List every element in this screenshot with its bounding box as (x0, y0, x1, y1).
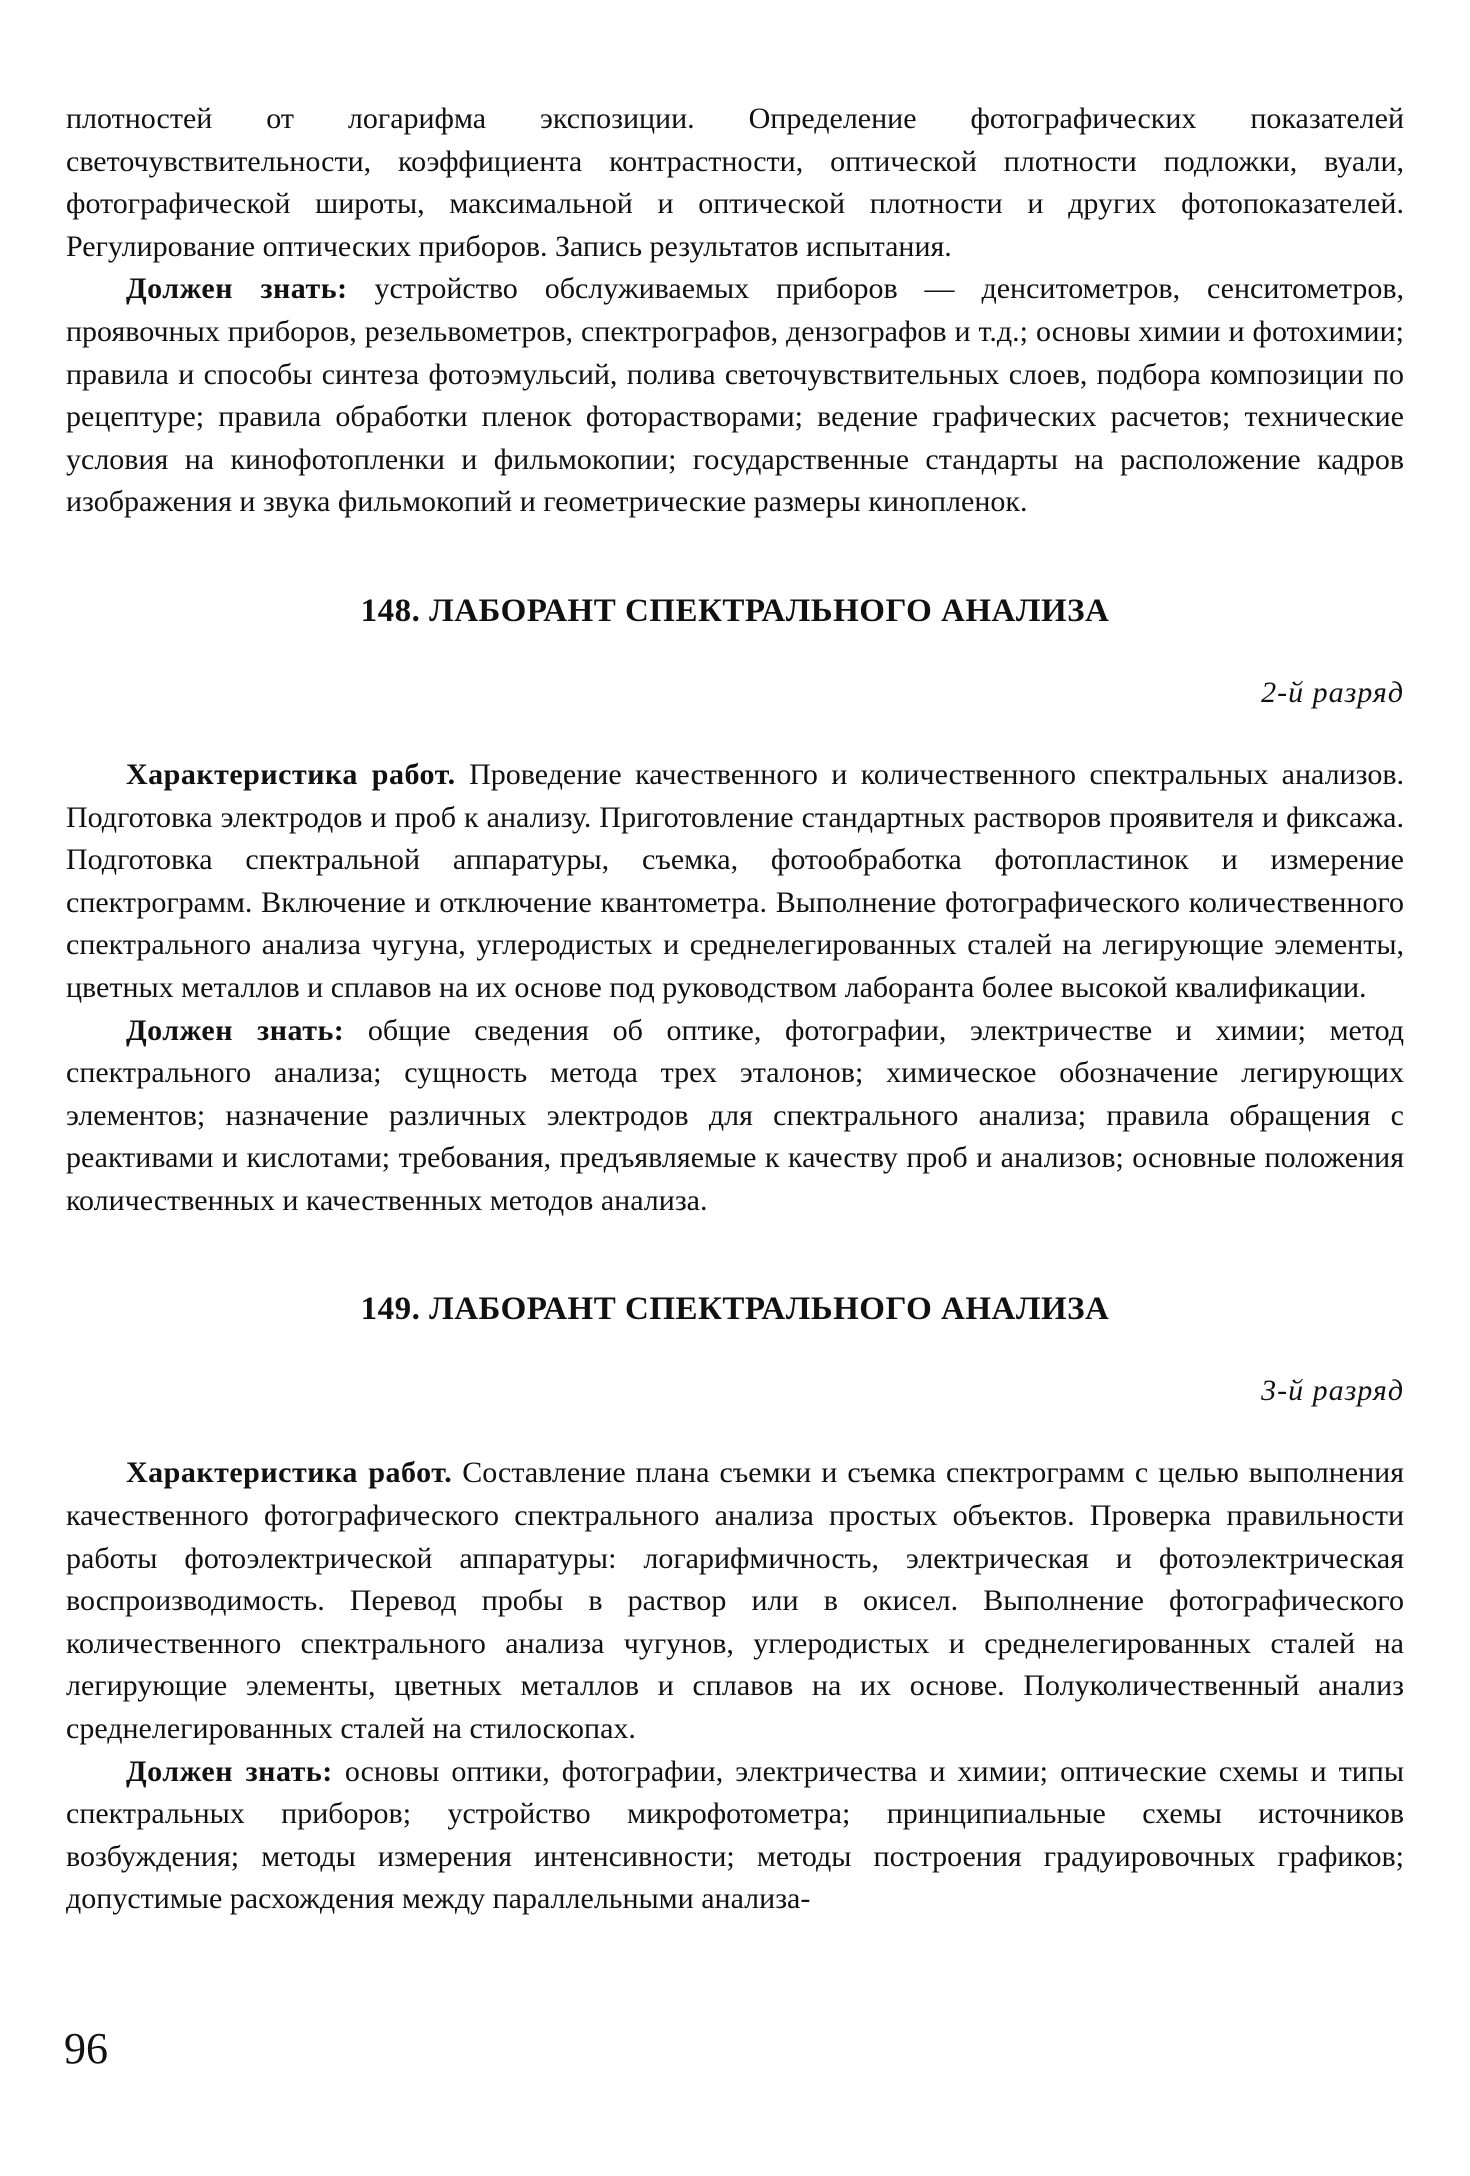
section-149-work-paragraph (66, 1452, 1404, 1750)
section-148-work-paragraph (66, 754, 1404, 1010)
section-149-grade: 3-й разряд (1261, 1374, 1404, 1408)
must-know-label: Должен знать: (126, 1754, 333, 1788)
section-148-must-know-paragraph (66, 1010, 1404, 1223)
section-149-title: 149. ЛАБОРАНТ СПЕКТРАЛЬНОГО АНАЛИЗА (360, 1291, 1110, 1328)
section-148-title: 148. ЛАБОРАНТ СПЕКТРАЛЬНОГО АНАЛИЗА (360, 592, 1110, 629)
section-148-grade: 2-й разряд (1261, 675, 1404, 709)
work-label: Характеристика работ. (126, 1456, 453, 1490)
work-text: Проведение качественного и количественного спектральных анализов. Подготовка электродов и проб к анализу. Приготовление стандартных растворов проявителя и фиксажа. Подготовка спектральной аппаратуры, съемка, фотообработка фотопластинок и измерение спектрограмм. Включение и отключение квантометра. Выполнение фотографического количественного спектрального анализа чугуна, углеродистых и среднелегированных сталей на легирующие элементы, цветных металлов и сплавов на их основе под руководством лаборанта более высокой квалификации. (66, 757, 1404, 1004)
section-149-must-know-paragraph (66, 1751, 1404, 1921)
intro-must-know-paragraph (66, 268, 1404, 524)
intro-paragraph: плотностей от логарифма экспозиции. Определение фотографических показателей светочувствительности, коэффициента контрастности, оптической плотности подложки, вуали, фотографической широты, максимальной и оптической плотности и других фотопоказателей. Регулирование оптических приборов. Запись результатов испытания. (66, 102, 1404, 263)
page-number: 96 (64, 2024, 108, 2073)
must-know-text: устройство обслуживаемых приборов — денситометров, сенситометров, проявочных приборов, резельвометров, спектрографов, дензографов и т.д.; основы химии и фотохимии; правила и способы синтеза фотоэмульсий, полива светочувствительных слоев, подбора композиции по рецептуре; правила обработки пленок фоторастворами; ведение графических расчетов; технические условия на кинофотопленки и фильмокопии; государственные стандарты на расположение кадров изображения и звука фильмокопий и геометрические размеры кинопленок. (66, 272, 1404, 519)
work-text: Составление плана съемки и съемка спектрограмм с целью выполнения качественного фотографического спектрального анализа простых объектов. Проверка правильности работы фотоэлектрической аппаратуры: логарифмичность, электрическая и фотоэлектрическая воспроизводимость. Перевод пробы в раствор или в окисел. Выполнение фотографического количественного спектрального анализа чугунов, углеродистых и среднелегированных сталей на легирующие элементы, цветных металлов и сплавов на их основе. Полуколичественный анализ среднелегированных сталей на стилоскопах. (66, 1456, 1405, 1746)
must-know-label: Должен знать: (126, 1013, 345, 1047)
work-label: Характеристика работ. (126, 757, 456, 791)
must-know-text: общие сведения об оптике, фотографии, электричестве и химии; метод спектрального анализа; сущность метода трех эталонов; химическое обозначение легирующих элементов; назначение различных электродов для спектрального анализа; правила обращения с реактивами и кислотами; требования, предъявляемые к качеству проб и анализов; основные положения количественных и качественных методов анализа. (66, 1013, 1404, 1217)
page-body (66, 98, 1404, 1921)
must-know-label: Должен знать: (126, 272, 348, 306)
must-know-text: основы оптики, фотографии, электричества и химии; оптические схемы и типы спектральных приборов; устройство микрофотометра; принципиальные схемы источников возбуждения; методы измерения интенсивности; методы построения градуировочных графиков; допустимые расхождения между параллельными анализа- (66, 1754, 1404, 1916)
